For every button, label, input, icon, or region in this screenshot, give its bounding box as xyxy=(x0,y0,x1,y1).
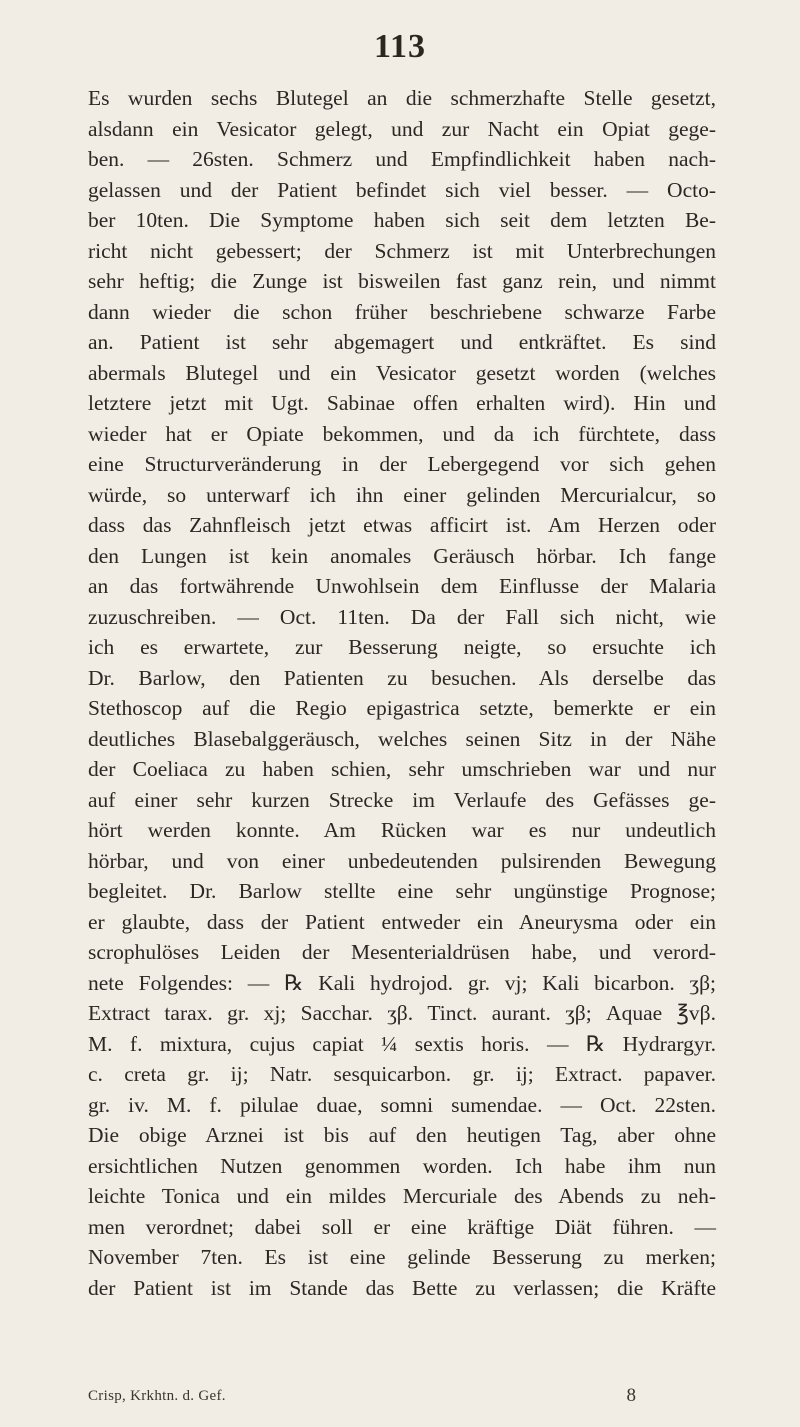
text-line: Es wurden sechs Blutegel an die schmerzhafte Stelle gesetzt, xyxy=(88,86,716,110)
text-line: den Lungen ist kein anomales Geräusch hörbar. Ich fange xyxy=(88,543,716,568)
text-line: leichte Tonica und ein mildes Mercuriale des Abends zu neh- xyxy=(88,1184,716,1208)
text-line: Extract tarax. gr. xj; Sacchar. ʒβ. Tinct. aurant. ʒβ; Aquae ℥vβ. xyxy=(88,1001,716,1025)
text-line: wieder hat er Opiate bekommen, und da ich fürchtete, dass xyxy=(88,421,716,446)
text-line: November 7ten. Es ist eine gelinde Besserung zu merken; xyxy=(88,1245,716,1269)
text-line: an das fortwährende Unwohlsein dem Einflusse der Malaria xyxy=(88,574,716,598)
text-line: men verordnet; dabei soll er eine kräftige Diät führen. — xyxy=(88,1214,716,1239)
text-line: würde, so unterwarf ich ihn einer gelinden Mercurialcur, so xyxy=(88,482,716,507)
text-line: an. Patient ist sehr abgemagert und entkräftet. Es sind xyxy=(88,330,716,354)
text-line: er glaubte, dass der Patient entweder ein Aneurysma oder ein xyxy=(88,909,716,934)
text-line: hörbar, und von einer unbedeutenden pulsirenden Bewegung xyxy=(88,848,716,873)
page-footer xyxy=(88,1385,716,1412)
text-line: Die obige Arznei ist bis auf den heutigen Tag, aber ohne xyxy=(88,1123,716,1147)
text-line: gr. iv. M. f. pilulae duae, somni sumendae. — Oct. 22sten. xyxy=(88,1092,716,1117)
signature-mark-left: Crisp, Krkhtn. d. Gef. xyxy=(88,1388,226,1404)
text-line: sehr heftig; die Zunge ist bisweilen fast ganz rein, und nimmt xyxy=(88,269,716,293)
text-line: letztere jetzt mit Ugt. Sabinae offen erhalten wird). Hin und xyxy=(88,391,716,415)
text-line: Stethoscop auf die Regio epigastrica setzte, bemerkte er ein xyxy=(88,696,716,720)
text-line: gelassen und der Patient befindet sich viel besser. — Octo- xyxy=(88,177,716,202)
text-line: abermals Blutegel und ein Vesicator gesetzt worden (welches xyxy=(88,360,716,385)
text-line: begleitet. Dr. Barlow stellte eine sehr ungünstige Prognose; xyxy=(88,879,716,903)
text-line: eine Structurveränderung in der Lebergegend vor sich gehen xyxy=(88,452,716,476)
page-number: 113 xyxy=(373,28,427,65)
text-line: zuzuschreiben. — Oct. 11ten. Da der Fall sich nicht, wie xyxy=(88,604,716,629)
text-line: deutliches Blasebalggeräusch, welches seinen Sitz in der Nähe xyxy=(88,726,716,751)
text-line: dass das Zahnfleisch jetzt etwas afficirt ist. Am Herzen oder xyxy=(88,513,716,537)
text-line: auf einer sehr kurzen Strecke im Verlaufe des Gefässes ge- xyxy=(88,787,716,812)
text-line: ber 10ten. Die Symptome haben sich seit dem letzten Be- xyxy=(88,208,716,232)
text-line: ben. — 26sten. Schmerz und Empfindlichkeit haben nach- xyxy=(88,147,716,171)
text-line: richt nicht gebessert; der Schmerz ist mit Unterbrechungen xyxy=(88,238,716,263)
text-line: dann wieder die schon früher beschriebene schwarze Farbe xyxy=(88,299,716,324)
text-line: c. creta gr. ij; Natr. sesquicarbon. gr. ij; Extract. papaver. xyxy=(88,1062,716,1086)
text-line: nete Folgendes: — ℞ Kali hydrojod. gr. vj; Kali bicarbon. ʒβ; xyxy=(88,970,716,995)
text-line: Dr. Barlow, den Patienten zu besuchen. Als derselbe das xyxy=(88,665,716,690)
text-line: alsdann ein Vesicator gelegt, und zur Nacht ein Opiat gege- xyxy=(88,116,716,141)
text-line: M. f. mixtura, cujus capiat ¼ sextis horis. — ℞ Hydrargyr. xyxy=(88,1031,716,1056)
text-line: scrophulöses Leiden der Mesenterialdrüsen habe, und verord- xyxy=(88,940,716,964)
text-line: ich es erwartete, zur Besserung neigte, so ersuchte ich xyxy=(88,635,716,659)
text-line: ersichtlichen Nutzen genommen worden. Ich habe ihm nun xyxy=(88,1153,716,1178)
text-line: der Coeliaca zu haben schien, sehr umschrieben war und nur xyxy=(88,757,716,781)
signature-mark-number: 8 xyxy=(626,1385,636,1406)
text-line: der Patient ist im Stande das Bette zu verlassen; die Kräfte xyxy=(88,1275,716,1300)
text-line: hört werden konnte. Am Rücken war es nur undeutlich xyxy=(88,818,716,842)
body-text xyxy=(88,83,716,1303)
